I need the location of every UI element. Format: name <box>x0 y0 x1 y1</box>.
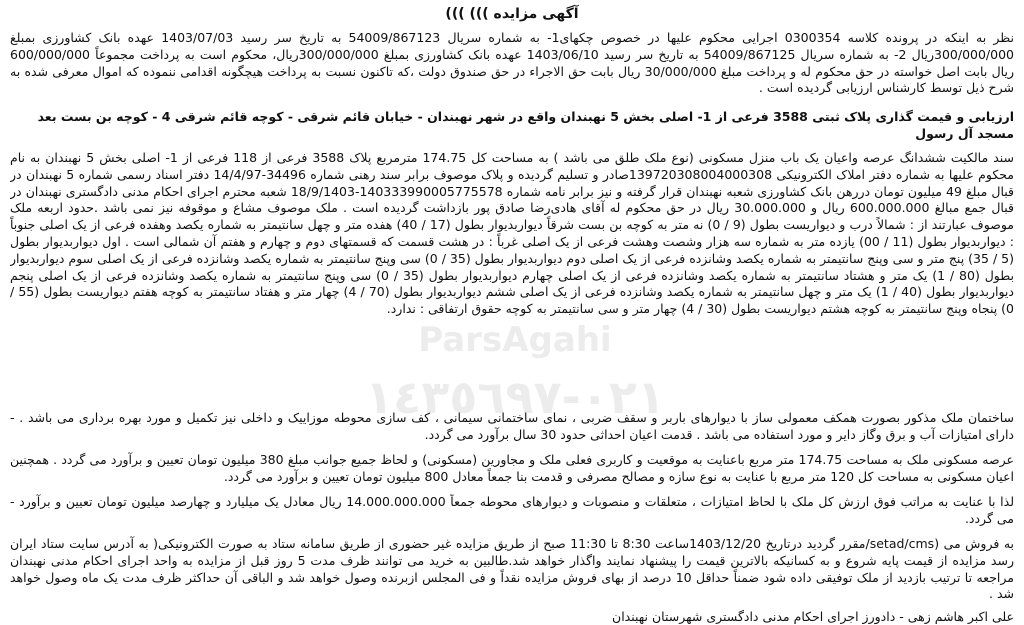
auction-terms-paragraph: به فروش می (setad/cms/مقرر گردید درتاریخ 1403/12/20ساعت 8:30 تا 11:30 صبح از طریق مزایده غیر حضوری از طریق سامانه ستاد به صورت الکترونیکی( به آدرس سایت ستاد ایران رسد مزایده از قیمت پایه شروع و به کسانیکه بالاترین قیمت را پیشنهاد نمایند واگذار خواهد شد.طالبین به خرید می توانند ظرف مدت 5 روز قبل از مزایده به واحد اجرای احکام مدنی نهبندان مراجعه تا ترتیب بازدید از ملک توفیقی داده شود ضمناً حداقل 10 درصد از بهای فروش مزایده نقداً و فی المجلس ازبرنده وصول خواهد شد و الباقی آن حداکثر ظرف مدت یک ماه وصول خواهد شد . <box>10 536 1014 602</box>
property-heading: ارزیابی و قیمت گذاری پلاک ثبتی 3588 فرعی از 1- اصلی بخش 5 نهبندان واقع در شهر نهبندان - خیابان قائم شرقی - کوچه قائم شرقی 4 - کوچه بن بست بعد مسجد آل رسول <box>37 109 1014 141</box>
spacer <box>10 98 1014 108</box>
property-description: سند مالکیت ششدانگ عرصه واعیان یک باب منزل مسکونی (نوع ملک طلق می باشد ) به مساحت کل 174.75 مترمربع پلاک 3588 فرعی از 118 فرعی از 1- اصلی بخش 5 نهبندان به نام محکوم علیها به شماره دفتر املاک الکترونیکی 139720308004000308صادر و تسلیم گردیده و پلاک موصوف برابر سند رهنی شماره 34496-14/4/97 دفتر اسناد رسمی شماره 5 نهبندان در قبال مبلغ 49 میلیون تومان دررهن بانک کشاورزی شعبه نهبندان قرار گرفته و نیز برابر نامه شماره 140333990005775578-18/9/1403 شعبه محترم اجرای احکام مدنی دادگستری نهبندان در قبال جمع مبالغ 600.000.000 ریال و 30.000.000 ریال در حق محکوم له آقای هادی‌رضا صادق پور بازداشت گردیده است . ملک موصوف مشاع و موقوفه نیز نمی باشد .حدود اربعه ملک موصوف عبارتند از : شمالاً درب و دیواریست بطول (9 / 0) نه متر به کوچه بن بست شرقاً دیواربدیوار بطول (17 / 40) هفده متر و چهل سانتیمتر به شماره یکصد وهفده فرعی از یک اصلی جنوباً : دیواربدیوار بطول (11 / 00) یازده متر به شماره سه هزار وشصت وهشت فرعی از یک اصلی غرباً : در هشت قسمت که قسمتهای دوم و چهارم و هفتم آن شمالی است . اول دیواربدیوار بطول (5 / 35) پنج متر و سی وپنج سانتیمتر به شماره یکصد وشانزده فرعی از یک اصلی دوم دیواربدیوار بطول (35 / 0) سی وپنج سانتیمتر به شماره یکصد وشانزده فرعی از یک اصلی سوم دیواربدیوار بطول (80 / 1) یک متر و هشتاد سانتیمتر به شماره یکصد وشانزده فرعی از یک اصلی چهارم دیواربدیوار بطول (35 / 0) سی وپنج سانتیمتر به شماره یکصد وشانزده فرعی از یک اصلی پنجم دیواربدیوار بطول (40 / 1) یک متر و چهل سانتیمتر به شماره یکصد وشانزده فرعی از یک اصلی ششم دیواربدیوار بطول (70 / 4) چهار متر و هفتاد سانتیمتر به کوچه هفتم دیواریست بطول (55 / 0) پنجاه وپنج سانتیمتر به کوچه هشتم دیواریست بطول (30 / 4) چهار متر و سی سانتیمتر به کوچه حقوق ارتفاقی : ندارد. <box>10 150 1014 317</box>
spacer <box>10 486 1014 494</box>
spacer <box>10 528 1014 536</box>
valuation-paragraph: عرصه مسکونی ملک به مساحت 174.75 متر مربع باعنایت به موقعیت و کاربری فعلی ملک و مجاورین (مسکونی) و لحاظ جمیع جوانب مبلغ 380 میلیون تومان تعیین و برآورد می گردد . همچنین اعیان مسکونی به مساحت کل 120 متر مربع با عنایت به نوع سازه و مصالح مصرفی و قدمت بنا جمعاً معادل 800 میلیون تومان تعیین و برآورد می گردد. <box>10 452 1014 484</box>
notice-title: آگهی مزایده ))) ))) <box>445 6 579 22</box>
spacer <box>10 142 1014 150</box>
building-paragraph: ساختمان ملک مذکور بصورت همکف معمولی ساز با دیوارهای باربر و سقف ضربی ، نمای ساختمانی سیمانی ، کف سازی محوطه موزاییک و داخلی نیز تکمیل و مورد بهره برداری می باشد . - دارای امتیازات آب و برق وگاز دایر و مورد استفاده می باشد . قدمت اعیان احداثی حدود 30 سال برآورد می گردد. <box>10 410 1014 442</box>
watermark-phone: ٠٢١-١٤٣٥٦٩٧ <box>365 370 665 424</box>
spacer <box>10 402 1014 410</box>
intro-paragraph: نظر به اینکه در پرونده کلاسه 0300354 اجرایی محکوم علیها در خصوص چکهای1- به شماره سریال 54009/867123 به تاریخ سر رسید 1403/07/03 عهده بانک کشاورزی بمبلغ 300/000/000ریال 2- به شماره سریال 54009/867125 به تاریخ سر رسید 1403/06/10 عهده بانک کشاورزی بمبلغ 300/000/000ریال، محکوم است به پرداخت مجموعاً 600/000/000 ریال بابت اصل خواسته در حق محکوم له و پرداخت مبلغ 30/000/000 ریال بابت حق الاجراء در حق صندوق دولت ،که تاکنون نسبت به پرداخت هیچگونه اقدامی ننموده که اموال معرفی شده به شرح ذیل توسط کارشناس ارزیابی گردیده است . <box>10 30 1014 96</box>
spacer <box>10 444 1014 452</box>
signature-line: علی اکبر هاشم زهی - دادورز اجرای احکام مدنی دادگستری شهرستان نهبندان <box>612 609 1014 624</box>
watermark-brand: ParsAgahi <box>418 320 612 360</box>
total-value-paragraph: لذا با عنایت به مراتب فوق ارزش کل ملک با لحاظ امتیازات ، متعلقات و منصوبات و دیوارهای محوطه جمعاً 14.000.000.000 ریال معادل یک میلیارد و چهارصد میلیون تومان تعیین و برآورد - می گردد. <box>10 494 1014 526</box>
